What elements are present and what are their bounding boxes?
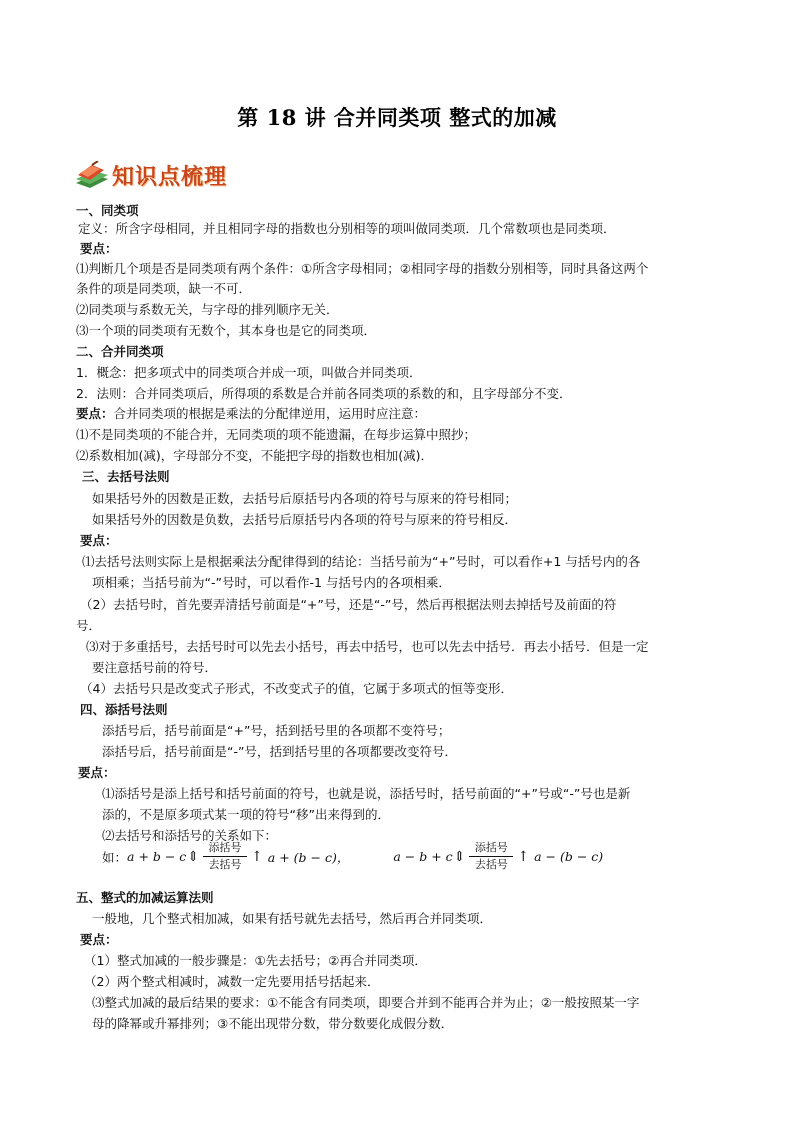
text-line: 添括号后，括号前面是“+”号，括到括号里的各项都不变符号； bbox=[102, 723, 451, 738]
remove-bracket-label: 去括号 bbox=[208, 858, 242, 871]
text-line: 定义：所含字母相同，并且相同字母的指数也分别相等的项叫做同类项．几个常数项也是同类项． bbox=[78, 221, 616, 236]
bracket-relation-2 bbox=[469, 842, 513, 871]
text-line: 如果括号外的因数是负数，去括号后原括号内各项的符号与原来的符号相反． bbox=[92, 512, 518, 527]
formula-left-2: a − b + c bbox=[393, 849, 453, 864]
formula-right-2: a − (b − c) bbox=[534, 849, 604, 864]
text-line: 二、合并同类项 bbox=[76, 344, 164, 359]
page-title: 第 18 讲 合并同类项 整式的加减 bbox=[237, 105, 557, 130]
text-line: 一、同类项 bbox=[76, 203, 139, 218]
text-line: 要点： bbox=[80, 533, 118, 548]
text-line: 母的降幂或升幂排列；③不能出现带分数，带分数要化成假分数． bbox=[92, 1016, 454, 1031]
text-line: ⑵同类项与系数无关，与字母的排列顺序无关． bbox=[76, 302, 339, 317]
text-line: 如果括号外的因数是正数，去括号后原括号内各项的符号与原来的符号相同； bbox=[92, 491, 518, 506]
text-line: 2．法则：合并同类项后，所得项的系数是合并前各同类项的系数的和，且字母部分不变． bbox=[76, 386, 572, 401]
text-line: ⑴判断几个项是否是同类项有两个条件：①所含字母相同；②相同字母的指数分别相等，同时具备这两个 bbox=[76, 261, 649, 276]
text-line: （2）去括号时，首先要弄清括号前面是“+”号，还是“-”号，然后再根据法则去掉括号及前面的符 bbox=[80, 597, 617, 612]
text-line: ⑶整式加减的最后结果的要求：①不能含有同类项，即要合并到不能再合并为止；②一般按照某一字 bbox=[92, 995, 640, 1010]
text-line: ⑶对于多重括号，去括号时可以先去小括号，再去中括号，也可以先去中括号．再去小括号．但是一定 bbox=[86, 639, 649, 654]
text-line: 要点： bbox=[80, 932, 118, 947]
text-line: 要点： bbox=[80, 241, 118, 256]
text-line: 要点： bbox=[78, 765, 116, 780]
text-line: 三、去括号法则 bbox=[82, 469, 170, 484]
text-line: ⑴添括号是添上括号和括号前面的符号，也就是说，添括号时，括号前面的“+”号或“-”号也是新 bbox=[102, 786, 631, 801]
formula-row bbox=[102, 842, 603, 871]
text-line: 要注意括号前的符号． bbox=[92, 660, 218, 675]
text-line: 条件的项是同类项，缺一不可． bbox=[76, 281, 252, 296]
text-line: 四、添括号法则 bbox=[80, 702, 168, 717]
formula-prefix: 如： bbox=[102, 849, 128, 865]
updown-arrow-icon: ⇕ bbox=[187, 848, 200, 865]
add-bracket-label: 添括号 bbox=[208, 841, 242, 854]
text-line: 五、整式的加减运算法则 bbox=[76, 890, 214, 905]
text-line: ⑴去括号法则实际上是根据乘法分配律得到的结论：当括号前为“+”号时，可以看作+1 与括号内的各 bbox=[82, 554, 641, 569]
text-line: （1）整式加减的一般步骤是：①先去括号；②再合并同类项． bbox=[84, 953, 427, 968]
formula-left-1: a + b − c bbox=[127, 849, 187, 864]
banner-label: 知识点梳理 bbox=[112, 164, 228, 190]
formula-right-1: a + (b − c)， bbox=[267, 849, 350, 865]
text-line: （4）去括号只是改变式子形式，不改变式子的值，它属于多项式的恒等变形． bbox=[80, 681, 513, 696]
text-line: ⑶一个项的同类项有无数个，其本身也是它的同类项． bbox=[76, 323, 377, 338]
bracket-relation-1 bbox=[203, 842, 247, 871]
text-line: 1．概念：把多项式中的同类项合并成一项，叫做合并同类项． bbox=[76, 365, 422, 380]
text-line: 号． bbox=[76, 618, 102, 633]
text-line: ⑵系数相加(减)，字母部分不变，不能把字母的指数也相加(减)． bbox=[76, 448, 434, 463]
arrow-up-icon: ↑ bbox=[517, 848, 530, 865]
add-bracket-label: 添括号 bbox=[474, 841, 508, 854]
text-line: 项相乘；当括号前为“-”号时，可以看作-1 与括号内的各项相乘． bbox=[92, 575, 451, 590]
arrow-up-icon: ↑ bbox=[251, 848, 263, 865]
updown-arrow-icon: ⇕ bbox=[453, 848, 466, 865]
section-banner bbox=[74, 160, 227, 190]
text-line: ⑵去括号和添括号的关系如下： bbox=[102, 828, 278, 843]
book-stack-icon bbox=[74, 161, 110, 189]
text-line: 要点：合并同类项的根据是乘法的分配律逆用，运用时应注意： bbox=[76, 406, 427, 421]
text-line: 添的，不是原多项式某一项的符号“移”出来得到的． bbox=[102, 807, 390, 822]
remove-bracket-label: 去括号 bbox=[474, 858, 508, 871]
text-line: ⑴不是同类项的不能合并，无同类项的项不能遗漏，在每步运算中照抄； bbox=[76, 427, 477, 442]
text-line: 添括号后，括号前面是“-”号，括到括号里的各项都要改变符号． bbox=[102, 744, 457, 759]
text-line: 一般地，几个整式相加减，如果有括号就先去括号，然后再合并同类项． bbox=[92, 911, 493, 926]
text-line: （2）两个整式相减时，减数一定先要用括号括起来． bbox=[84, 974, 380, 989]
